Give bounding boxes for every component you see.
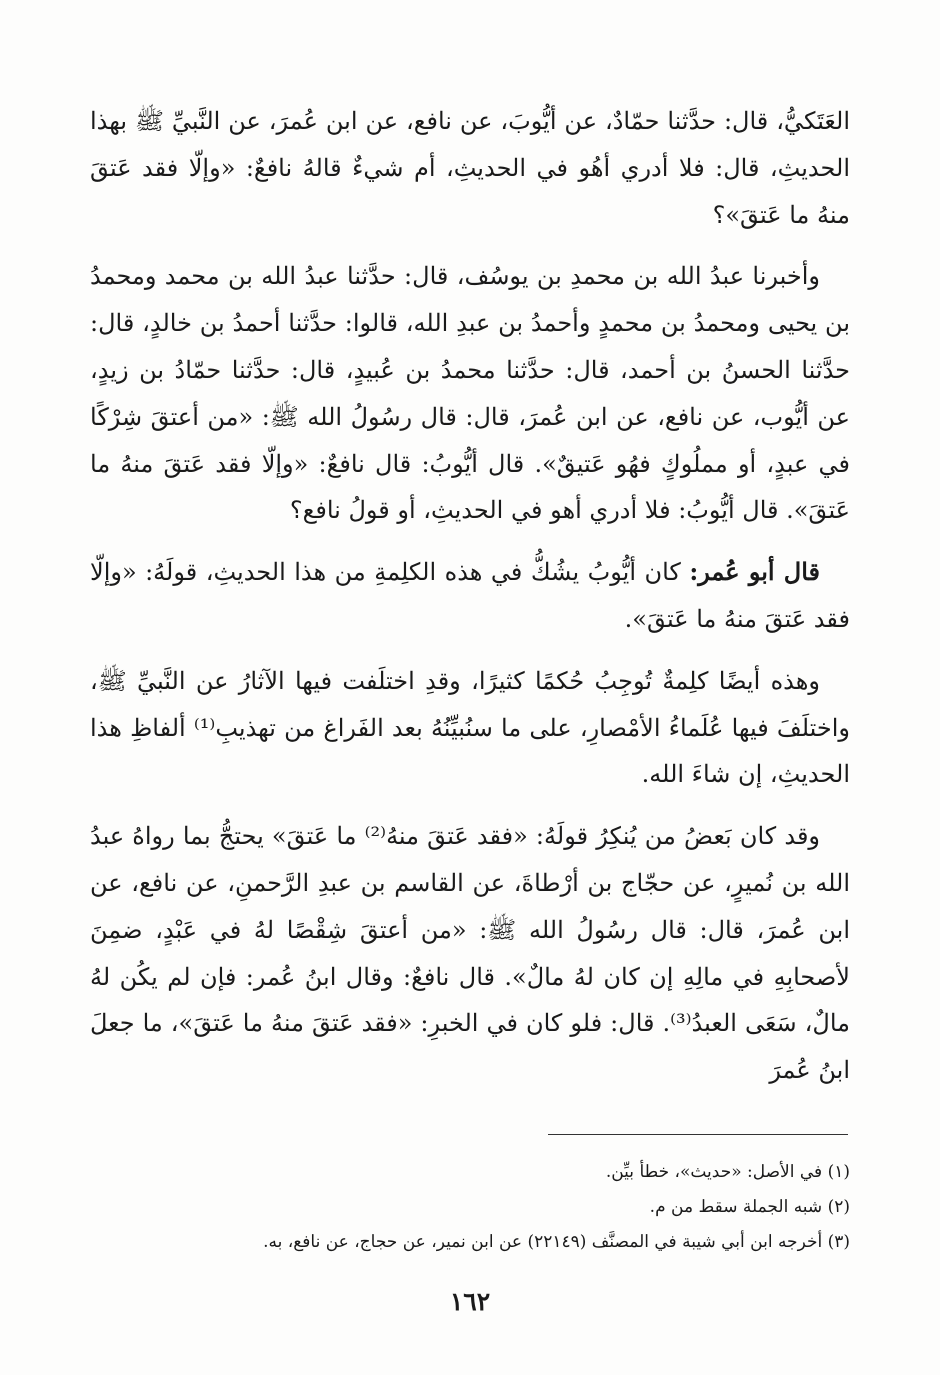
footnotes <box>90 1155 850 1260</box>
abu-umar-label: قال أبو عُمر: <box>689 557 820 587</box>
paragraph-1: العَتَكيُّ، قال: حدَّثنا حمّادٌ، عن أيُّوبَ، عن نافع، عن ابن عُمرَ، عن النَّبيِّ ﷺ بهذا الحديثِ، قال: فلا أدري أهُو في الحديثِ، أم شيءٌ قالهُ نافعٌ: «وإلّا فقد عَتقَ منهُ ما عَتقَ»؟ <box>90 107 850 229</box>
footnote-separator <box>548 1134 848 1135</box>
paragraph-2: وأخبرنا عبدُ الله بن محمدِ بن يوسُف، قال: حدَّثنا عبدُ الله بن محمد ومحمدُ بن يحيى ومحمدُ بن محمدٍ وأحمدُ بن عبدِ الله، قالوا: حدَّثنا أحمدُ بن خالدٍ، قال: حدَّثنا الحسنُ بن أحمد، قال: حدَّثنا محمدُ بن عُبيدٍ، قال: حدَّثنا حمّادُ بن زيدٍ، عن أيُّوب، عن نافع، عن ابن عُمرَ، قال: قال رسُولُ الله ﷺ: «من أعتقَ شِرْكًا في عبدٍ، أو مملُوكٍ فهُو عَتيقٌ». قال أيُّوبُ: قال نافعٌ: «وإلّا فقد عَتقَ منهُ ما عَتقَ». قال أيُّوبُ: فلا أدري أهو في الحديثِ، أو قولُ نافع؟ <box>90 262 851 525</box>
footnote-2: (٢) شبه الجملة سقط من م. <box>649 1197 850 1217</box>
paragraph-3 <box>90 549 850 643</box>
paragraph-5: وقد كان بَعضُ من يُنكِرُ قولَهُ: «فقد عَتقَ منهُ⁽²⁾ ما عَتقَ» يحتجُّ بما رواهُ عبدُ الله بن نُميرٍ، عن حجّاج بن أرْطاةَ، عن القاسم بن عبدِ الرَّحمنِ، عن نافع، عن ابن عُمرَ، قال: قال رسُولُ الله ﷺ: «من أعتقَ شِقْصًا لهُ في عَبْدٍ، ضمِنَ لأصحابِهِ في مالِهِ إن كان لهُ مالٌ». قال نافعٌ: وقال ابنُ عُمر: فإن لم يكُن لهُ مالٌ، سَعَى العبدُ⁽³⁾. قال: فلو كان في الخبرِ: «فقد عَتقَ منهُ ما عَتقَ»، ما جعلَ ابنُ عُمرَ <box>90 822 851 1085</box>
paragraph-3-text: كان أيُّوبُ يشُكُّ في هذه الكلِمةِ من هذا الحديثِ، قولَهُ: «وإلّا فقد عَتقَ منهُ ما عَتقَ». <box>90 558 850 633</box>
footnote-1: (١) في الأصل: «حديث»، خطأ بيِّن. <box>605 1162 850 1182</box>
footnote-3: (٣) أخرجه ابن أبي شيبة في المصنَّف (٢٢١٤٩) عن ابن نمير، عن حجاج، عن نافع، به. <box>263 1232 850 1252</box>
page-number: ١٦٢ <box>449 1287 491 1316</box>
main-text <box>90 98 850 1109</box>
paragraph-4: وهذه أيضًا كلِمةٌ تُوجِبُ حُكمًا كثيرًا، وقدِ اختلَفت فيها الآثارُ عن النَّبيِّ ﷺ، واختلَفَ فيها عُلَماءُ الأمْصارِ، على ما سنُبيِّنُهُ بعد الفَراغ من تهذيبِ⁽¹⁾ ألفاظِ هذا الحديثِ، إن شاءَ الله. <box>90 666 850 789</box>
